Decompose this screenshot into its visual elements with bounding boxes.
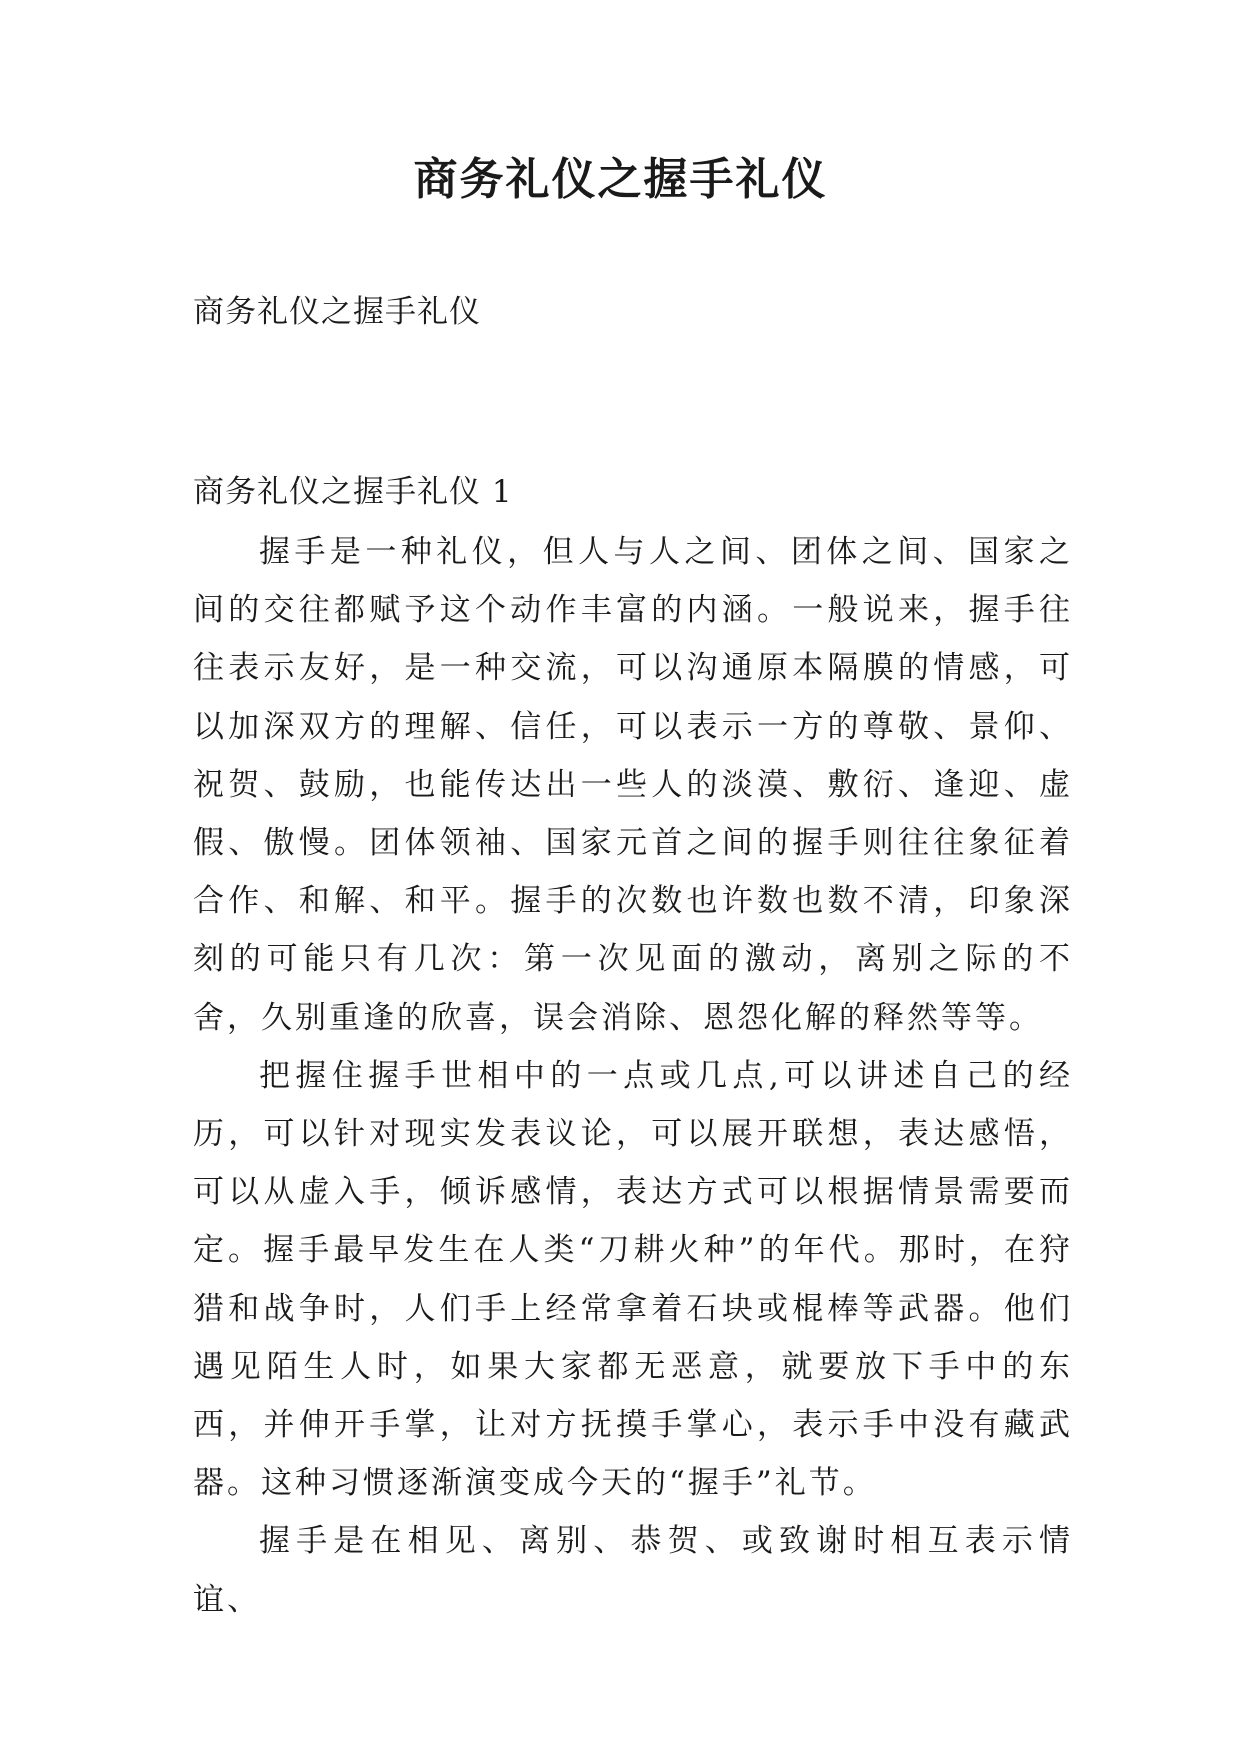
document-title: 商务礼仪之握手礼仪 [413,154,828,205]
section-heading: 商务礼仪之握手礼仪 1 [193,474,513,510]
paragraph: 握手是在相见、离别、恭贺、或致谢时相互表示情谊、 [193,1523,1073,1618]
paragraph: 把握住握手世相中的一点或几点,可以讲述自己的经历，可以针对现实发表议论，可以展开联想，表达感悟，可以从虚入手，倾诉感情，表达方式可以根据情景需要而定。握手最早发生在人类“刀耕火种”的年代。那时，在狩猎和战争时，人们手上经常拿着石块或棍棒等武器。他们遇见陌生人时，如果大家都无恶意，就要放下手中的东西，并伸开手掌，让对方抚摸手掌心，表示手中没有藏武器。这种习惯逐渐演变成今天的“握手”礼节。 [193,1057,1073,1502]
body-text [193,523,1073,1629]
paragraph: 握手是一种礼仪，但人与人之间、团体之间、国家之间的交往都赋予这个动作丰富的内涵。一般说来，握手往往表示友好，是一种交流，可以沟通原本隔膜的情感，可以加深双方的理解、信任，可以表示一方的尊敬、景仰、祝贺、鼓励，也能传达出一些人的淡漠、敷衍、逢迎、虚假、傲慢。团体领袖、国家元首之间的握手则往往象征着合作、和解、和平。握手的次数也许数也数不清，印象深刻的可能只有几次：第一次见面的激动，离别之际的不舍，久别重逢的欣喜，误会消除、恩怨化解的释然等等。 [193,534,1073,1036]
document-subtitle: 商务礼仪之握手礼仪 [193,294,481,330]
